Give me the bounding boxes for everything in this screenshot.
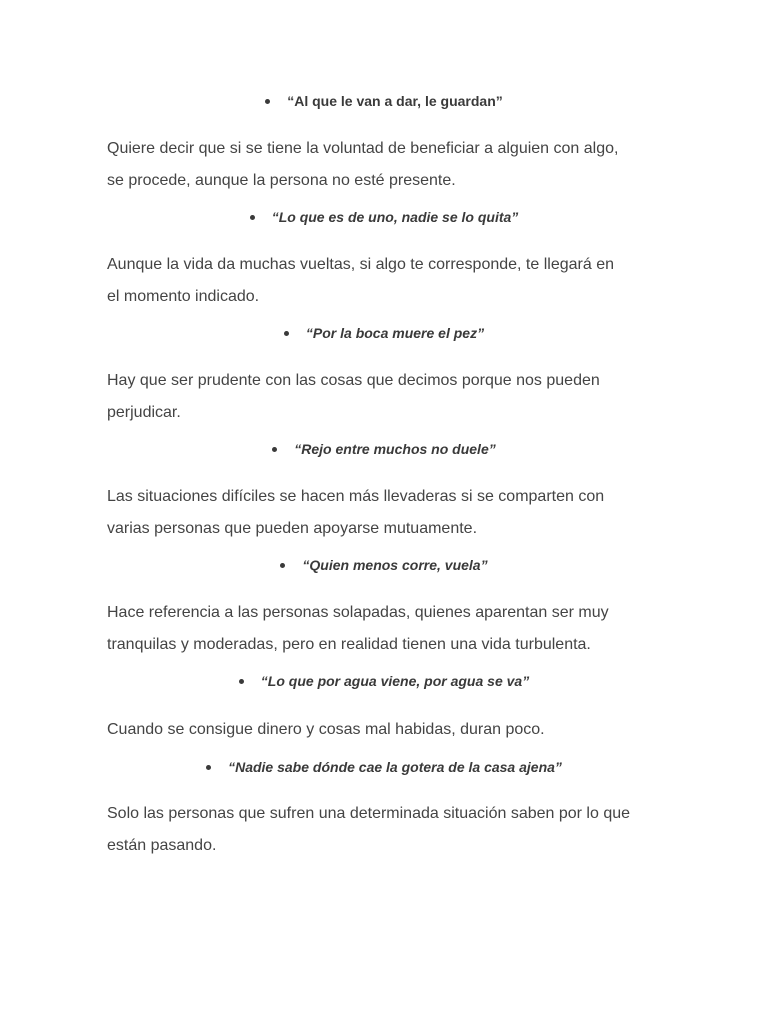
saying-item [0,758,768,776]
bullet-icon [206,765,211,770]
bullet-icon [265,99,270,104]
bullet-icon [250,215,255,220]
saying-text: “Nadie sabe dónde cae la gotera de la casa ajena” [228,759,562,775]
saying-explanation [107,133,677,197]
bullet-icon [272,447,277,452]
saying-explanation [107,798,677,862]
saying-item [0,208,768,226]
explanation-line: están pasando. [107,837,217,854]
explanation-line: se procede, aunque la persona no esté presente. [107,172,456,189]
explanation-line: Hace referencia a las personas solapadas, quienes aparentan ser muy [107,604,609,621]
saying-explanation [107,597,677,661]
explanation-line: el momento indicado. [107,288,260,305]
saying-text: “Lo que por agua viene, por agua se va” [260,673,530,689]
saying-explanation [107,365,677,429]
bullet-icon [239,679,244,684]
explanation-line: tranquilas y moderadas, pero en realidad tienen una vida turbulenta. [107,636,591,653]
saying-item [0,672,768,690]
saying-text: “Rejo entre muchos no duele” [294,441,496,457]
explanation-line: Hay que ser prudente con las cosas que decimos porque nos pueden [107,372,600,389]
explanation-line: Las situaciones difíciles se hacen más llevaderas si se comparten con [107,488,605,505]
explanation-line: Aunque la vida da muchas vueltas, si algo te corresponde, te llegará en [107,256,614,273]
saying-explanation [107,249,677,313]
explanation-line: varias personas que pueden apoyarse mutuamente. [107,520,478,537]
saying-item [0,92,768,110]
bullet-icon [280,563,285,568]
saying-text: “Al que le van a dar, le guardan” [287,93,503,109]
saying-text: “Quien menos corre, vuela” [302,557,488,573]
saying-item [0,324,768,342]
bullet-icon [284,331,289,336]
saying-explanation [107,714,677,746]
saying-item [0,440,768,458]
saying-explanation [107,481,677,545]
saying-item [0,556,768,574]
saying-text: “Por la boca muere el pez” [305,325,485,341]
explanation-line: Quiere decir que si se tiene la voluntad de beneficiar a alguien con algo, [107,140,619,157]
explanation-line: Cuando se consigue dinero y cosas mal habidas, duran poco. [107,721,545,738]
explanation-line: Solo las personas que sufren una determinada situación saben por lo que [107,805,631,822]
saying-text: “Lo que es de uno, nadie se lo quita” [271,209,519,225]
explanation-line: perjudicar. [107,404,181,421]
